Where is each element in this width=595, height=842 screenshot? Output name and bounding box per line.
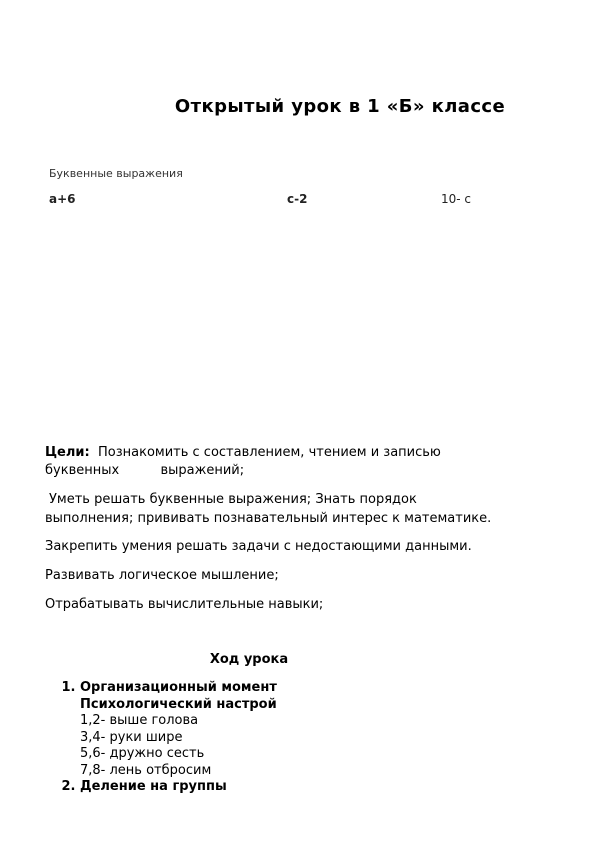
page-title: Открытый урок в 1 «Б» классе bbox=[174, 96, 506, 117]
lesson-step-2-title: Деление на группы bbox=[80, 779, 227, 794]
expression-2: с-2 bbox=[287, 192, 308, 206]
lesson-substep: 1,2- выше голова bbox=[80, 713, 199, 728]
expression-1: а+6 bbox=[49, 192, 76, 206]
lesson-substep: 3,4- руки шире bbox=[80, 729, 183, 745]
expression-3: 10- с bbox=[441, 192, 472, 206]
lesson-step-1 bbox=[80, 680, 277, 779]
section-title: Ход урока bbox=[209, 652, 289, 667]
lesson-substep: 5,6- дружно сесть bbox=[80, 746, 205, 761]
goals-line-6: Развивать логическое мышление; bbox=[45, 568, 279, 583]
goals-line-4: выполнения; прививать познавательный интерес к математике. bbox=[45, 511, 492, 526]
goals-line-7: Отрабатывать вычислительные навыки; bbox=[45, 597, 324, 612]
lesson-step-1-title: Организационный момент bbox=[80, 680, 277, 695]
goals-line-3: Уметь решать буквенные выражения; Знать порядок bbox=[49, 492, 417, 507]
goals-line-2: буквенных выражений; bbox=[45, 463, 245, 478]
goals-line-1 bbox=[45, 444, 441, 462]
lesson-step-1-subtitle: Психологический настрой bbox=[80, 696, 277, 712]
lesson-step-2 bbox=[80, 779, 277, 796]
lesson-steps bbox=[62, 680, 277, 796]
lesson-substep: 7,8- лень отбросим bbox=[80, 762, 212, 778]
goals-line-5: Закрепить умения решать задачи с недостающими данными. bbox=[45, 539, 472, 554]
goals-text-1: Познакомить с составлением, чтением и записью bbox=[97, 445, 441, 460]
expressions-caption: Буквенные выражения bbox=[49, 167, 183, 180]
goals-label: Цели: bbox=[45, 445, 90, 460]
